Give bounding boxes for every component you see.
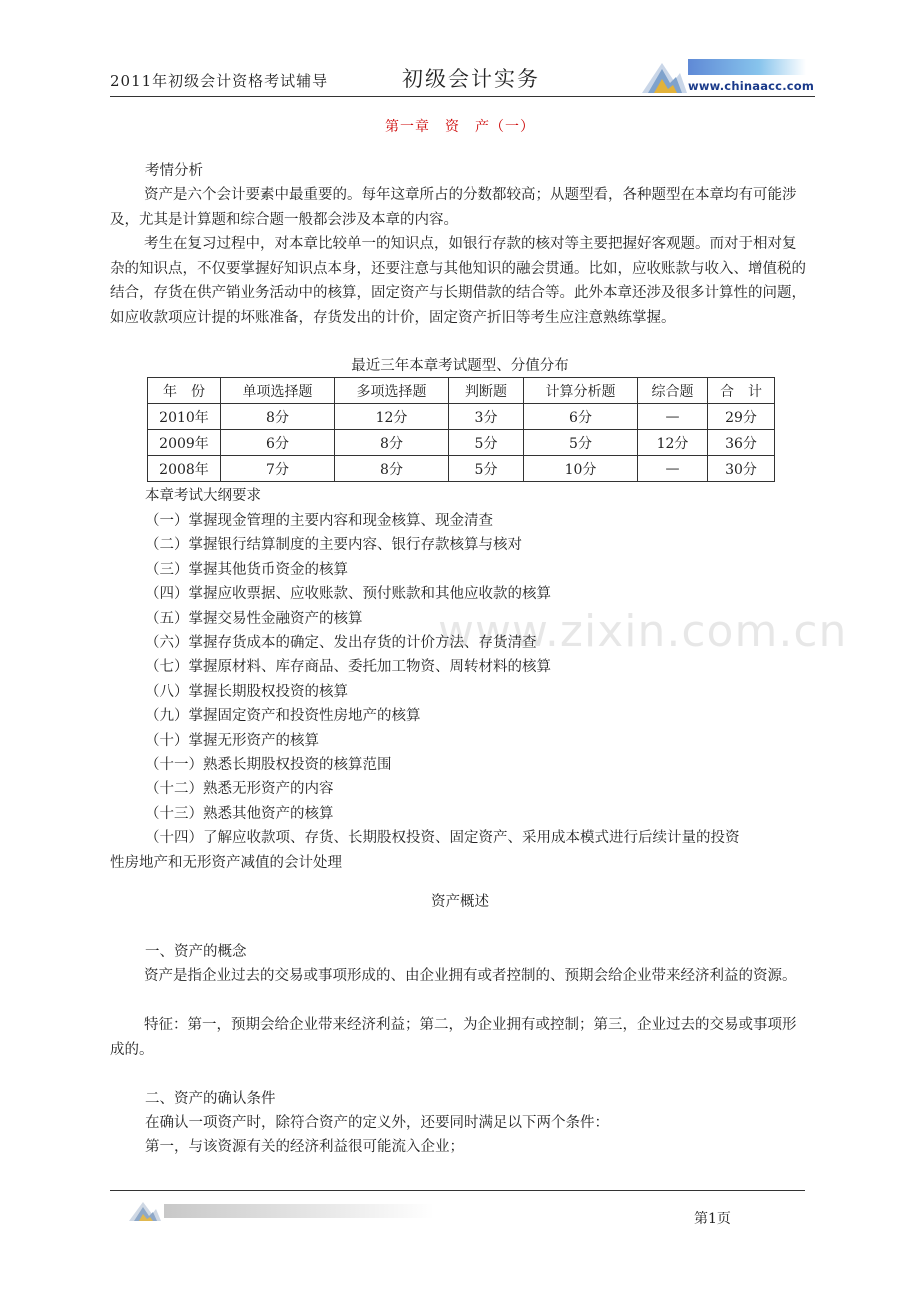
watermark: www.zixin.com.cn	[438, 606, 848, 657]
list-item: （八）掌握长期股权投资的核算	[145, 683, 348, 700]
table-cell: 2010年	[148, 404, 221, 430]
table-cell: 10分	[524, 456, 638, 482]
list-item: （十三）熟悉其他资产的核算	[145, 805, 334, 822]
section-title: 资产概述	[431, 894, 489, 910]
recognition-condition-1: 第一，与该资源有关的经济利益很可能流入企业；	[145, 1139, 464, 1155]
footer-divider	[110, 1190, 805, 1191]
table-cell: 6分	[221, 430, 335, 456]
table-cell: 5分	[524, 430, 638, 456]
page-number: 第1页	[694, 1211, 731, 1227]
table-cell: 8分	[221, 404, 335, 430]
table-cell: 3分	[449, 404, 524, 430]
table-cell: 7分	[221, 456, 335, 482]
table-cell: 5分	[449, 456, 524, 482]
analysis-paragraph-1: 资产是六个会计要素中最重要的。每年这章所占的分数都较高；从题型看，各种题型在本章均有可能涉及，尤其是计算题和综合题一般都会涉及本章的内容。	[110, 187, 797, 228]
list-item: （一）掌握现金管理的主要内容和现金核算、现金清查	[145, 513, 493, 529]
footer-mountain-icon	[128, 1198, 162, 1222]
analysis-heading: 考情分析	[145, 163, 203, 179]
list-item: （十一）熟悉长期股权投资的核算范围	[145, 757, 392, 774]
table-header-cell: 年 份	[148, 378, 221, 404]
list-item: （十四）了解应收款项、存货、长期股权投资、固定资产、采用成本模式进行后续计量的投资	[145, 830, 740, 847]
list-item: （二）掌握银行结算制度的主要内容、银行存款核算与核对	[145, 537, 522, 554]
list-item: （三）掌握其他货币资金的核算	[145, 561, 348, 578]
header-divider	[110, 96, 815, 97]
list-item: （十）掌握无形资产的核算	[145, 732, 319, 749]
table-header-row	[148, 378, 775, 404]
table-cell: 8分	[335, 456, 449, 482]
table-cell: 2009年	[148, 430, 221, 456]
table-row	[148, 404, 775, 430]
chinaacc-logo	[640, 55, 815, 97]
table-row	[148, 430, 775, 456]
header-subject-title: 初级会计实务	[402, 67, 540, 91]
list-item: （六）掌握存货成本的确定、发出存货的计价方法、存货清查	[145, 635, 537, 652]
table-header-cell: 合 计	[708, 378, 775, 404]
list-item: （十二）熟悉无形资产的内容	[145, 781, 334, 798]
table-cell: 2008年	[148, 456, 221, 482]
table-cell: 36分	[708, 430, 775, 456]
footer-banner	[164, 1204, 434, 1218]
logo-url: www.chinaacc.com	[688, 79, 815, 93]
outline-list	[145, 509, 815, 851]
table-header-cell: 多项选择题	[335, 378, 449, 404]
header-course-label: 2011年初级会计资格考试辅导	[110, 72, 329, 90]
table-cell: —	[638, 404, 708, 430]
list-item: （七）掌握原材料、库存商品、委托加工物资、周转材料的核算	[145, 659, 551, 676]
table-cell: 8分	[335, 430, 449, 456]
table-header-cell: 综合题	[638, 378, 708, 404]
recognition-paragraph: 在确认一项资产时，除符合资产的定义外，还要同时满足以下两个条件：	[145, 1115, 609, 1131]
list-item: （五）掌握交易性金融资产的核算	[145, 610, 363, 627]
score-table-title: 最近三年本章考试题型、分值分布	[351, 358, 569, 374]
list-item: （四）掌握应收票据、应收账款、预付账款和其他应收款的核算	[145, 586, 551, 603]
table-cell: 30分	[708, 456, 775, 482]
outline-heading: 本章考试大纲要求	[145, 488, 261, 504]
table-header-cell: 计算分析题	[524, 378, 638, 404]
table-row	[148, 456, 775, 482]
recognition-heading: 二、资产的确认条件	[145, 1091, 276, 1107]
table-cell: 12分	[335, 404, 449, 430]
logo-mountain-icon	[640, 55, 688, 95]
footer-logo	[128, 1198, 438, 1224]
table-cell: 12分	[638, 430, 708, 456]
analysis-paragraph-2: 考生在复习过程中，对本章比较单一的知识点，如银行存款的核对等主要把握好客观题。而对于相对复杂的知识点，不仅要掌握好知识点本身，还要注意与其他知识的融会贯通。比如，应收账款与收入、增值税的结合，存货在供产销业务活动中的核算，固定资产与长期借款的结合等。此外本章还涉及很多计算性的问题，如应收款项应计提的坏账准备，存货发出的计价，固定资产折旧等考生应注意熟练掌握。	[110, 236, 806, 326]
features-paragraph: 特征：第一，预期会给企业带来经济利益；第二，为企业拥有或控制；第三，企业过去的交易或事项形成的。	[110, 1017, 797, 1058]
concept-heading: 一、资产的概念	[145, 944, 247, 960]
list-item: （九）掌握固定资产和投资性房地产的核算	[145, 708, 421, 725]
table-header-cell: 单项选择题	[221, 378, 335, 404]
logo-banner	[688, 59, 806, 75]
outline-item-14-continuation: 性房地产和无形资产减值的会计处理	[110, 855, 342, 871]
table-cell: 29分	[708, 404, 775, 430]
score-distribution-table	[147, 377, 775, 482]
concept-paragraph: 资产是指企业过去的交易或事项形成的、由企业拥有或者控制的、预期会给企业带来经济利益的资源。	[144, 968, 797, 984]
table-cell: 6分	[524, 404, 638, 430]
table-cell: 5分	[449, 430, 524, 456]
chapter-title: 第一章 资 产（一）	[385, 119, 535, 135]
table-cell: —	[638, 456, 708, 482]
table-header-cell: 判断题	[449, 378, 524, 404]
